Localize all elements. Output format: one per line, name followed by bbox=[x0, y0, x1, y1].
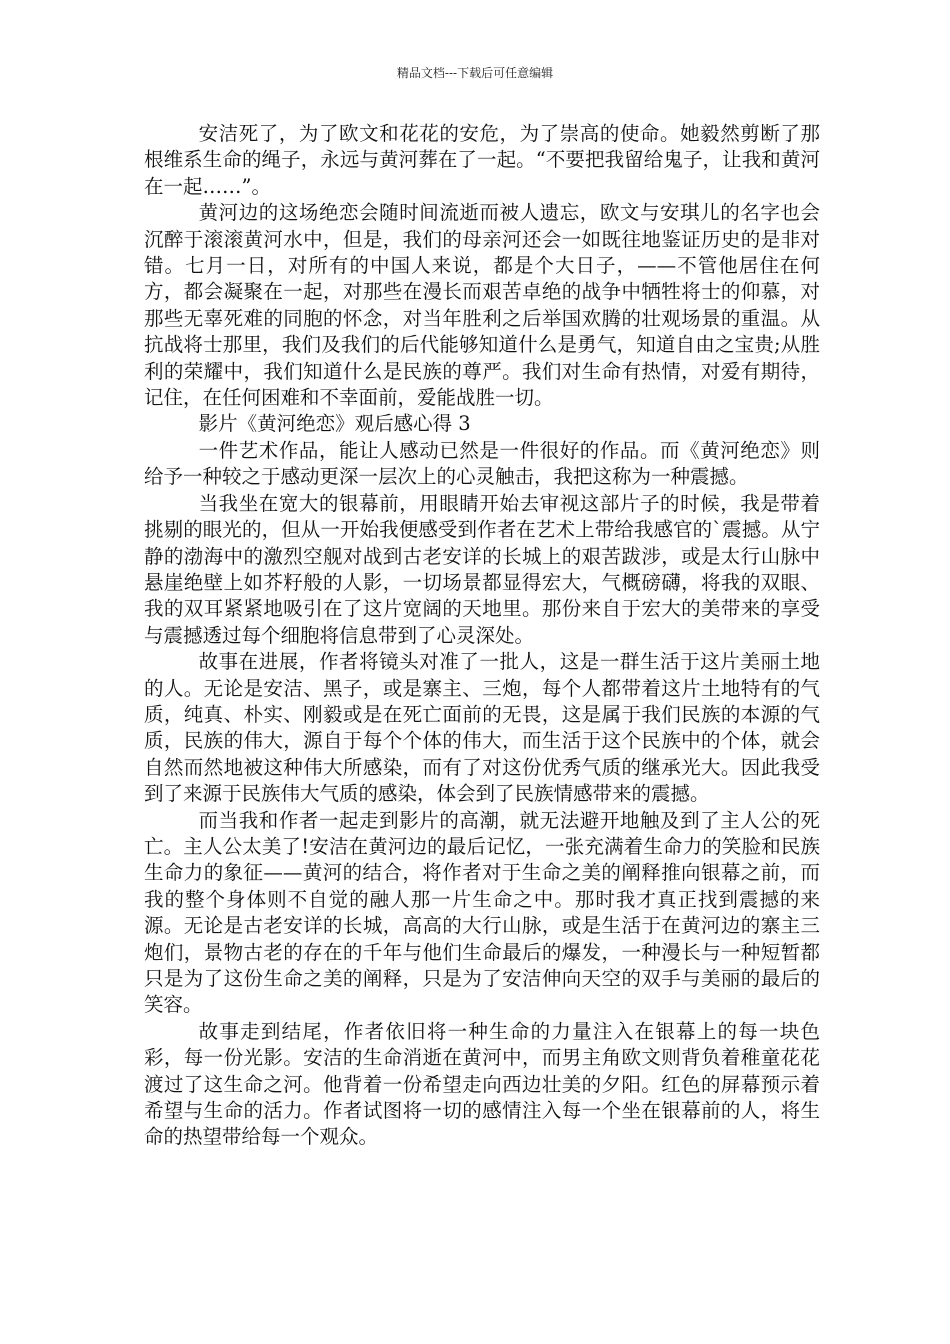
paragraph: 故事走到结尾，作者依旧将一种生命的力量注入在银幕上的每一块色彩，每一份光影。安洁的生命消逝在黄河中，而男主角欧文则背负着稚童花花渡过了这生命之河。他背着一份希望走向西边壮美的夕阳。红色的屏幕预示着希望与生命的活力。作者试图将一切的感情注入每一个坐在银幕前的人，将生命的热望带给每一个观众。 bbox=[144, 1019, 820, 1149]
document-body bbox=[144, 121, 820, 1151]
paragraph: 当我坐在宽大的银幕前，用眼睛开始去审视这部片子的时候，我是带着挑剔的眼光的，但从一开始我便感受到作者在艺术上带给我感官的`震撼。从宁静的渤海中的激烈空舰对战到古老安详的长城上的艰苦跋涉，或是太行山脉中悬崖绝壁上如芥籽般的人影，一切场景都显得宏大，气概磅礴，将我的双眼、我的双耳紧紧地吸引在了这片宽阔的天地里。那份来自于宏大的美带来的享受与震撼透过每个细胞将信息带到了心灵深处。 bbox=[144, 491, 820, 647]
page-header: 精品文档---下载后可任意编辑 bbox=[396, 66, 554, 80]
paragraph: 而当我和作者一起走到影片的高潮，就无法避开地触及到了主人公的死亡。主人公太美了!安洁在黄河边的最后记忆，一张充满着生命力的笑脸和民族生命力的象征——黄河的结合，将作者对于生命之美的阐释推向银幕之前，而我的整个身体则不自觉的融人那一片生命之中。那时我才真正找到震撼的来源。无论是古老安详的长城，高高的大行山脉，或是生活于在黄河边的寨主三炮们，景物古老的存在的千年与他们生命最后的爆发，一种漫长与一种短暂都只是为了这份生命之美的阐释，只是为了安洁伸向天空的双手与美丽的最后的笑容。 bbox=[144, 808, 820, 1017]
paragraph: 安洁死了，为了欧文和花花的安危，为了崇高的使命。她毅然剪断了那根维系生命的绳子，永远与黄河葬在了一起。“不要把我留给鬼子，让我和黄河在一起……”。 bbox=[144, 122, 820, 198]
paragraph: 一件艺术作品，能让人感动已然是一件很好的作品。而《黄河绝恋》则给予一种较之于感动更深一层次上的心灵触击，我把这称为一种震撼。 bbox=[144, 438, 820, 489]
paragraph: 故事在进展，作者将镜头对准了一批人，这是一群生活于这片美丽土地的人。无论是安洁、黑子，或是寨主、三炮，每个人都带着这片土地特有的气质，纯真、朴实、刚毅或是在死亡面前的无畏，这是属于我们民族的本源的气质，民族的伟大，源自于每个个体的伟大，而生活于这个民族中的个体，就会自然而然地被这种伟大所感染，而有了对这份优秀气质的继承光大。因此我受到了来源于民族伟大气质的感染，体会到了民族情感带来的震撼。 bbox=[144, 650, 820, 806]
section-heading: 影片《黄河绝恋》观后感心得 3 bbox=[198, 412, 471, 436]
paragraph: 黄河边的这场绝恋会随时间流逝而被人遗忘，欧文与安琪儿的名字也会沉醉于滚滚黄河水中，但是，我们的母亲河还会一如既往地鉴证历史的是非对错。七月一日，对所有的中国人来说，都是个大日子，——不管他居住在何方，都会凝聚在一起，对那些在漫长而艰苦卓绝的战争中牺牲将士的仰慕，对那些无辜死难的同胞的怀念，对当年胜利之后举国欢腾的壮观场景的重温。从抗战将士那里，我们及我们的后代能够知道什么是勇气，知道自由之宝贵;从胜利的荣耀中，我们知道什么是民族的尊严。我们对生命有热情，对爱有期待，记住，在任何困难和不幸面前，爱能战胜一切。 bbox=[144, 201, 820, 410]
